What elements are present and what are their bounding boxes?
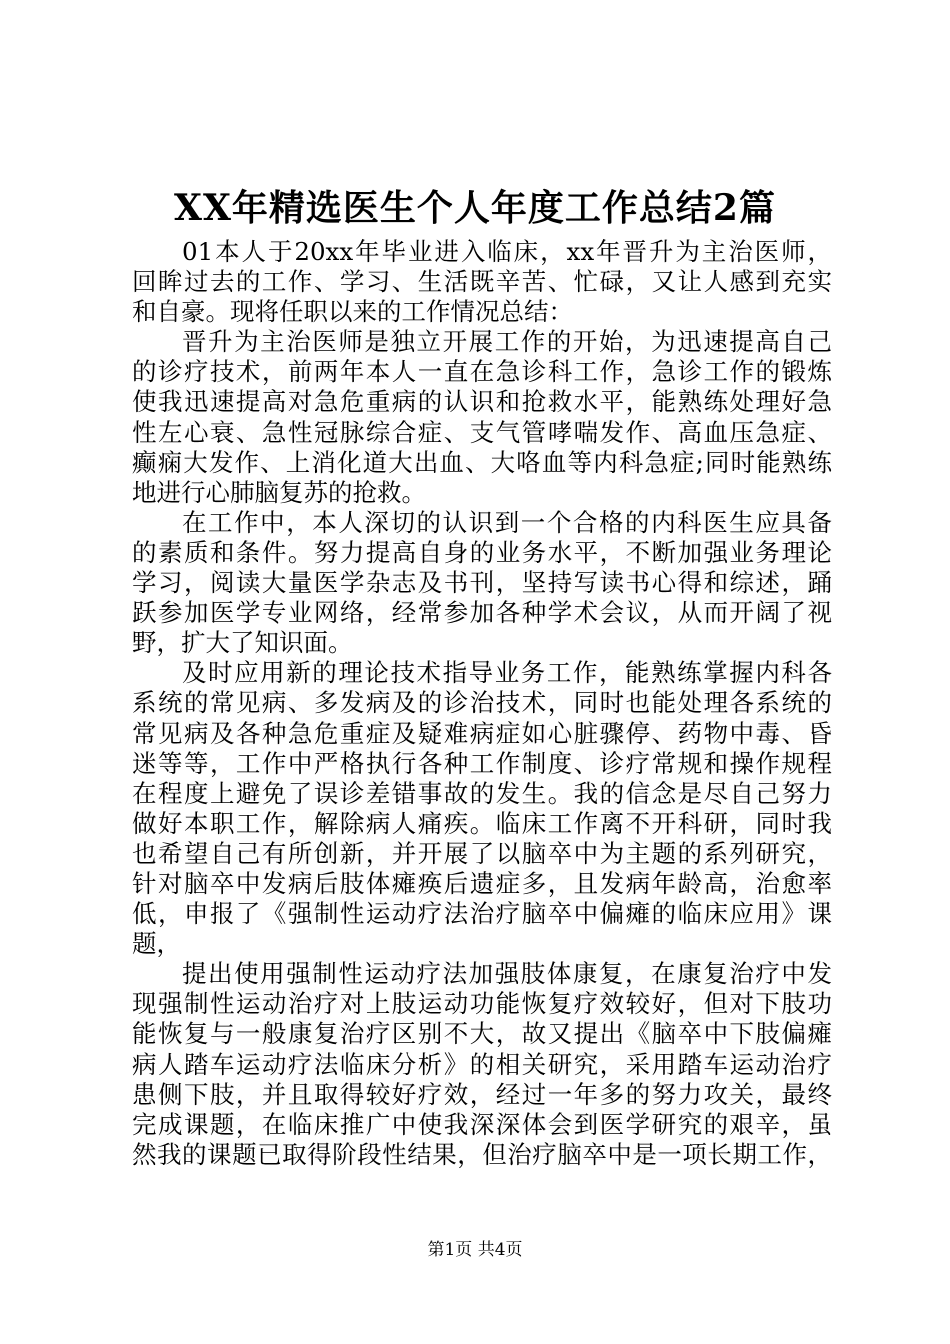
body-line: 能恢复与一般康复治疗区别不大，故又提出《脑卒中下肢偏瘫 xyxy=(132,1019,832,1049)
body-line: 跃参加医学专业网络，经常参加各种学术会议，从而开阔了视 xyxy=(132,598,832,628)
body-line: 01本人于20xx年毕业进入临床，xx年晋升为主治医师， xyxy=(182,237,832,266)
body-line: 也希望自己有所创新，并开展了以脑卒中为主题的系列研究， xyxy=(132,838,832,868)
body-line: 的诊疗技术，前两年本人一直在急诊科工作，急诊工作的锻炼 xyxy=(132,357,832,387)
body-line: 针对脑卒中发病后肢体瘫痪后遗症多，且发病年龄高，治愈率 xyxy=(132,868,832,898)
body-line: 迷等等，工作中严格执行各种工作制度、诊疗常规和操作规程 xyxy=(132,748,832,778)
body-line: 题， xyxy=(132,929,181,959)
body-line: 提出使用强制性运动疗法加强肢体康复，在康复治疗中发 xyxy=(182,959,832,989)
body-line: 然我的课题已取得阶段性结果，但治疗脑卒中是一项长期工作， xyxy=(132,1139,832,1169)
body-line: 患侧下肢，并且取得较好疗效，经过一年多的努力攻关，最终 xyxy=(132,1079,832,1109)
body-line: 的素质和条件。努力提高自身的业务水平，不断加强业务理论 xyxy=(132,537,832,567)
body-line: 野，扩大了知识面。 xyxy=(132,628,353,658)
body-line: 低，申报了《强制性运动疗法治疗脑卒中偏瘫的临床应用》课 xyxy=(132,899,832,929)
body-line: 在程度上避免了误诊差错事故的发生。我的信念是尽自己努力 xyxy=(132,778,832,808)
document-title: XX年精选医生个人年度工作总结2篇 xyxy=(174,187,776,229)
body-line: 做好本职工作，解除病人痛疾。临床工作离不开科研，同时我 xyxy=(132,808,832,838)
body-line: 及时应用新的理论技术指导业务工作，能熟练掌握内科各 xyxy=(182,658,832,688)
body-line: 完成课题，在临床推广中使我深深体会到医学研究的艰辛，虽 xyxy=(132,1109,832,1139)
body-line: 系统的常见病、多发病及的诊治技术，同时也能处理各系统的 xyxy=(132,688,832,718)
body-line: 晋升为主治医师是独立开展工作的开始，为迅速提高自己 xyxy=(182,327,832,357)
page-footer: 第1页 共4页 xyxy=(427,1240,523,1260)
body-line: 和自豪。现将任职以来的工作情况总结： xyxy=(132,297,573,327)
document-body xyxy=(132,237,832,1170)
body-line: 回眸过去的工作、学习、生活既辛苦、忙碌，又让人感到充实 xyxy=(132,267,832,297)
body-line: 癫痫大发作、上消化道大出血、大咯血等内科急症;同时能熟练 xyxy=(132,447,832,477)
body-line: 学习，阅读大量医学杂志及书刊，坚持写读书心得和综述，踊 xyxy=(132,568,832,598)
body-line: 性左心衰、急性冠脉综合症、支气管哮喘发作、高血压急症、 xyxy=(132,417,832,447)
body-line: 使我迅速提高对急危重病的认识和抢救水平，能熟练处理好急 xyxy=(132,387,832,417)
body-line: 现强制性运动治疗对上肢运动功能恢复疗效较好，但对下肢功 xyxy=(132,989,832,1019)
body-line: 病人踏车运动疗法临床分析》的相关研究，采用踏车运动治疗 xyxy=(132,1049,832,1079)
body-line: 地进行心肺脑复苏的抢救。 xyxy=(132,477,426,507)
body-line: 在工作中，本人深切的认识到一个合格的内科医生应具备 xyxy=(182,507,832,537)
body-line: 常见病及各种急危重症及疑难病症如心脏骤停、药物中毒、昏 xyxy=(132,718,832,748)
